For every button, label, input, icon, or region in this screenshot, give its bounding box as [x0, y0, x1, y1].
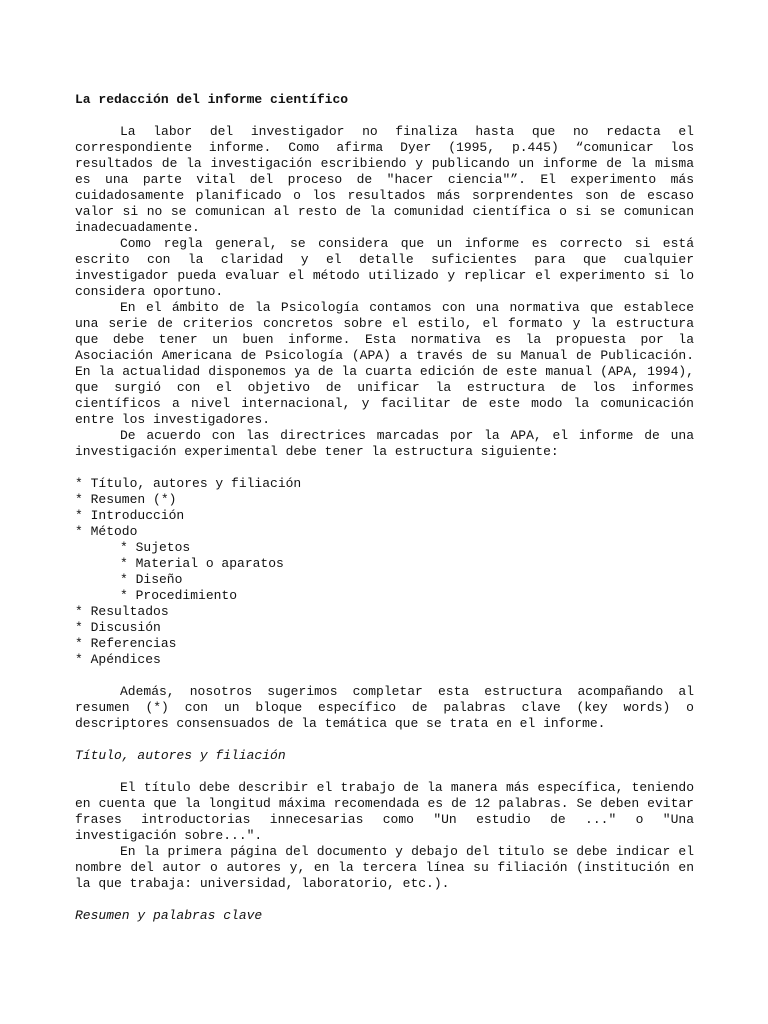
list-item-introduccion: * Introducción: [75, 508, 185, 523]
spacer: [75, 764, 694, 780]
spacer: [75, 892, 694, 908]
intro-paragraph-3: En el ámbito de la Psicología contamos con una normativa que establece una serie de criterios concretos sobre el estilo, el formato y la estructura que debe tener un buen informe. Esta normativa es la propuesta por la Asociación Americana de Psicología (APA) a través de su Manual de Publicación. En la actualidad disponemos ya de la cuarta edición de este manual (APA, 1994), que surgió con el objetivo de unificar la estructura de los informes científicos a nivel internacional, y facilitar de este modo la comunicación entre los investigadores.: [75, 300, 694, 427]
list-item-discusion: * Discusión: [75, 620, 161, 635]
after-list-paragraph: Además, nosotros sugerimos completar esta estructura acompañando al resumen (*) con un bloque específico de palabras clave (key words) o descriptores consensuados de la temática que se trata en el informe.: [75, 684, 694, 731]
list-item-apendices: * Apéndices: [75, 652, 161, 667]
list-item-titulo: * Título, autores y filiación: [75, 476, 302, 491]
document-page: [75, 92, 694, 924]
intro-paragraph-2: Como regla general, se considera que un informe es correcto si está escrito con la claridad y el detalle suficientes para que cualquier investigador pueda evaluar el método utilizado y replicar el experimento si lo considera oportuno.: [75, 236, 694, 299]
titulo-paragraph-1: El título debe describir el trabajo de la manera más específica, teniendo en cuenta que la longitud máxima recomendada es de 12 palabras. Se deben evitar frases introductorias innecesarias como "Un estudio de ..." o "Una investigación sobre...".: [75, 780, 694, 843]
list-item-procedimiento: * Procedimiento: [120, 588, 238, 603]
spacer: [75, 668, 694, 684]
list-item-metodo: * Método: [75, 524, 138, 539]
intro-paragraph-4: De acuerdo con las directrices marcadas por la APA, el informe de una investigación experimental debe tener la estructura siguiente:: [75, 428, 694, 459]
spacer: [75, 460, 694, 476]
list-item-resultados: * Resultados: [75, 604, 169, 619]
spacer: [75, 108, 694, 124]
section-heading-titulo: Título, autores y filiación: [75, 748, 286, 763]
structure-list: [75, 476, 694, 668]
list-item-material: * Material o aparatos: [120, 556, 284, 571]
spacer: [75, 732, 694, 748]
document-title: La redacción del informe científico: [75, 92, 349, 107]
list-item-resumen: * Resumen (*): [75, 492, 177, 507]
titulo-paragraph-2: En la primera página del documento y debajo del titulo se debe indicar el nombre del autor o autores y, en la tercera línea su filiación (institución en la que trabaja: universidad, laboratorio, etc.).: [75, 844, 694, 891]
section-heading-resumen: Resumen y palabras clave: [75, 908, 263, 923]
list-item-diseno: * Diseño: [120, 572, 183, 587]
intro-paragraph-1: La labor del investigador no finaliza hasta que no redacta el correspondiente informe. Como afirma Dyer (1995, p.445) “comunicar los resultados de la investigación escribiendo y publicando un informe de la misma es una parte vital del proceso de "hacer ciencia"”. El experimento más cuidadosamente planificado o los resultados más sorprendentes son de escaso valor si no se comunican al resto de la comunidad científica o si se comunican inadecuadamente.: [75, 124, 694, 235]
list-item-sujetos: * Sujetos: [120, 540, 191, 555]
list-item-referencias: * Referencias: [75, 636, 177, 651]
